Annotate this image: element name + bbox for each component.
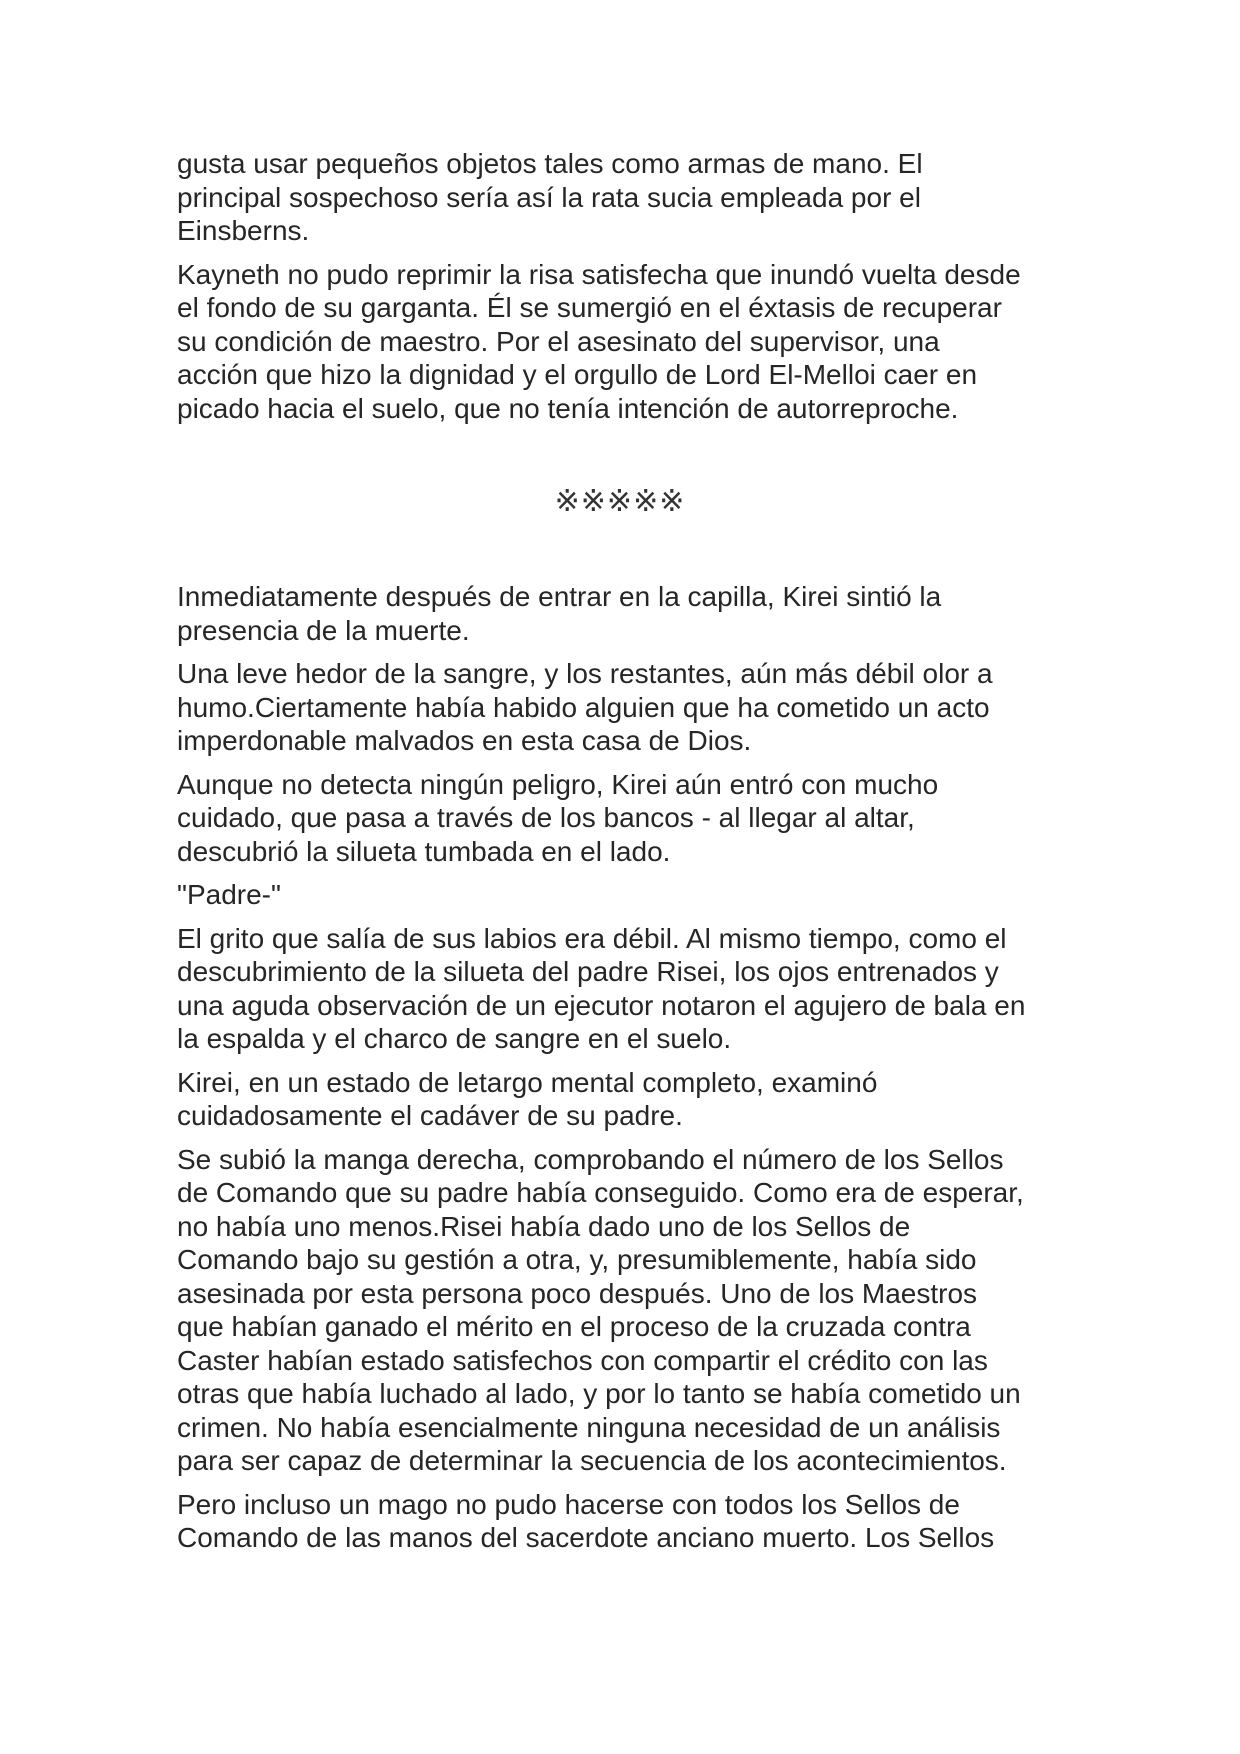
paragraph: Una leve hedor de la sangre, y los restantes, aún más débil olor a humo.Ciertamente había habido alguien que ha cometido un acto imperdonable malvados en esta casa de Dios. <box>177 658 993 756</box>
paragraph: Se subió la manga derecha, comprobando el número de los Sellos de Comando que su padre había conseguido. Como era de esperar, no había uno menos.Risei había dado uno de los Sellos de Comando bajo su gestión a otra, y, presumiblemente, había sido asesinada por esta persona poco después. Uno de los Maestros que habían ganado el mérito en el proceso de la cruzada contra Caster habían estado satisfechos con compartir el crédito con las otras que había luchado al lado, y por lo tanto se había cometido un crimen. No había esencialmente ninguna necesidad de un análisis para ser capaz de determinar la secuencia de los acontecimientos. <box>177 1143 1024 1476</box>
paragraph: Aunque no detecta ningún peligro, Kirei aún entró con mucho cuidado, que pasa a través de los bancos - al llegar al altar, descubrió la silueta tumbada en el lado. <box>177 768 939 867</box>
paragraph: gusta usar pequeños objetos tales como armas de mano. El principal sospechoso sería así la rata sucia empleada por el Einsberns. <box>177 148 923 246</box>
paragraph: Pero incluso un mago no pudo hacerse con todos los Sellos de Comando de las manos del sacerdote anciano muerto. Los Sellos <box>177 1488 995 1553</box>
top-text-block <box>177 147 1077 435</box>
paragraph: Inmediatamente después de entrar en la capilla, Kirei sintió la presencia de la muerte. <box>177 581 942 646</box>
paragraph: Kirei, en un estado de letargo mental completo, examinó cuidadosamente el cadáver de su padre. <box>177 1066 878 1131</box>
paragraph: El grito que salía de sus labios era débil. Al mismo tiempo, como el descubrimiento de la silueta del padre Risei, los ojos entrenados y una aguda observación de un ejecutor notaron el agujero de bala en la espalda y el charco de sangre en el suelo. <box>177 922 1026 1054</box>
section-separator: ※※※※※ <box>554 484 686 519</box>
paragraph: Kayneth no pudo reprimir la risa satisfecha que inundó vuelta desde el fondo de su garganta. Él se sumergió en el éxtasis de recuperar su condición de maestro. Por el asesinato del supervisor, una acción que hizo la dignidad y el orgullo de Lord El-Melloi caer en picado hacia el suelo, que no tenía intención de autorreproche. <box>177 258 1021 424</box>
paragraph: "Padre-" <box>177 879 281 910</box>
main-text-block <box>177 580 1077 1565</box>
